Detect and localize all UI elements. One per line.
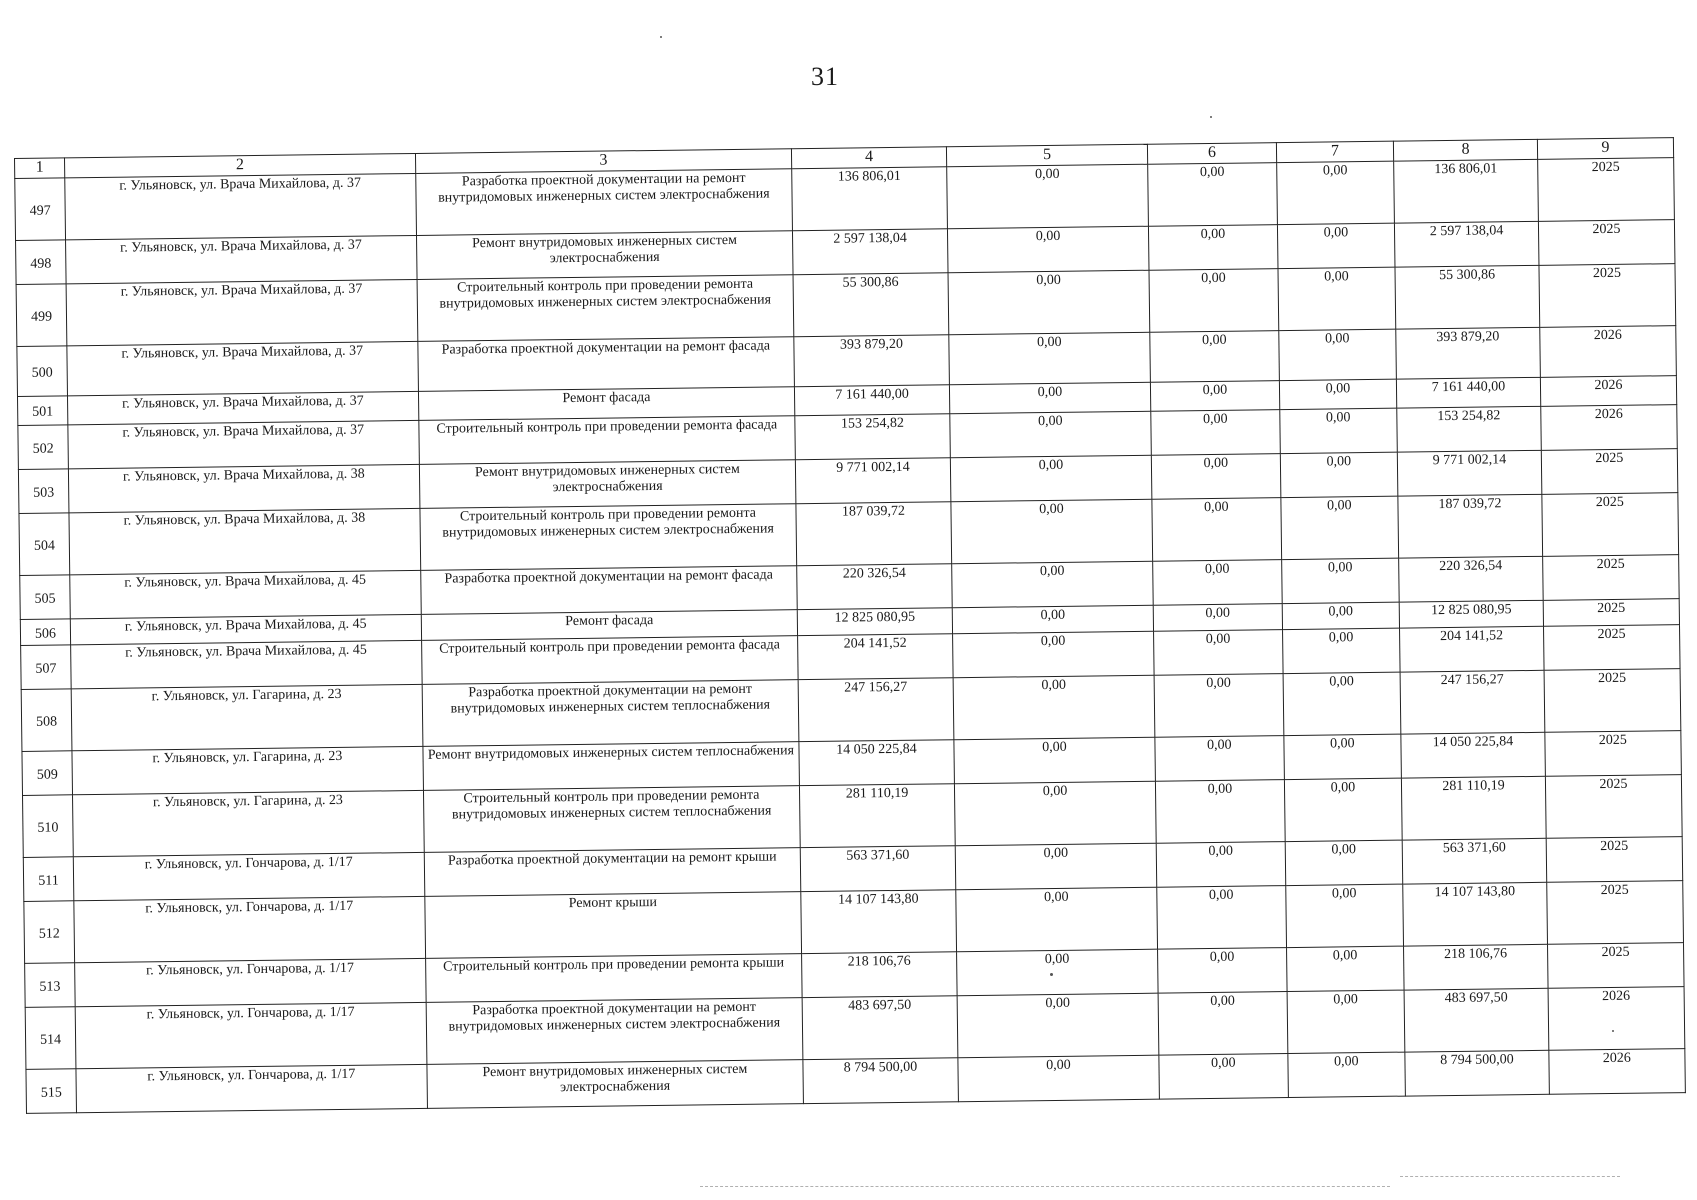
scan-speck bbox=[660, 36, 662, 38]
col6-amount-cell: 0,00 bbox=[1156, 841, 1285, 887]
col5-amount-cell: 0,00 bbox=[947, 226, 1149, 273]
col4-amount-cell: 7 161 440,00 bbox=[795, 385, 950, 416]
col8-amount-cell: 220 326,54 bbox=[1399, 556, 1543, 602]
col8-amount-cell: 14 107 143,80 bbox=[1403, 882, 1547, 946]
scan-speck bbox=[1050, 973, 1053, 976]
page-number: 31 bbox=[811, 62, 839, 91]
address-cell: г. Ульяновск, ул. Врача Михайлова, д. 37 bbox=[66, 235, 417, 283]
col6-amount-cell: 0,00 bbox=[1151, 409, 1280, 455]
col7-amount-cell: 0,00 bbox=[1279, 408, 1397, 453]
col5-amount-cell: 0,00 bbox=[950, 411, 1152, 458]
row-number-cell: 514 bbox=[25, 1007, 76, 1070]
year-cell: 2025 bbox=[1545, 730, 1682, 776]
work-type-cell: Ремонт фасада bbox=[421, 610, 798, 641]
address-cell: г. Ульяновск, ул. Гончарова, д. 1/17 bbox=[74, 896, 425, 962]
address-cell: г. Ульяновск, ул. Врача Михайлова, д. 45 bbox=[70, 614, 421, 644]
scan-speck bbox=[1210, 116, 1212, 118]
row-number-cell: 506 bbox=[20, 619, 70, 646]
address-cell: г. Ульяновск, ул. Гончарова, д. 1/17 bbox=[75, 1002, 426, 1068]
address-cell: г. Ульяновск, ул. Гагарина, д. 23 bbox=[72, 746, 423, 794]
col7-amount-cell: 0,00 bbox=[1287, 1052, 1405, 1097]
col8-amount-cell: 247 156,27 bbox=[1400, 670, 1544, 734]
col4-amount-cell: 563 371,60 bbox=[800, 846, 955, 892]
row-number-cell: 505 bbox=[20, 575, 71, 620]
year-cell: 2026 bbox=[1548, 986, 1685, 1050]
col4-amount-cell: 218 106,76 bbox=[802, 952, 957, 998]
col6-amount-cell: 0,00 bbox=[1159, 1053, 1288, 1099]
address-cell: г. Ульяновск, ул. Врача Михайлова, д. 37 bbox=[68, 391, 419, 424]
row-number-cell: 503 bbox=[18, 469, 69, 514]
work-type-cell: Строительный контроль при проведении ремонта внутридомовых инженерных систем теплоснабжения bbox=[423, 786, 800, 853]
col6-amount-cell: 0,00 bbox=[1151, 453, 1280, 499]
col8-amount-cell: 218 106,76 bbox=[1404, 944, 1548, 990]
table-body bbox=[15, 158, 1686, 1114]
row-number-cell: 501 bbox=[17, 396, 67, 426]
year-cell: 2025 bbox=[1545, 774, 1682, 838]
col6-amount-cell: 0,00 bbox=[1152, 497, 1281, 561]
row-number-cell: 508 bbox=[21, 689, 72, 752]
row-number-cell: 509 bbox=[22, 751, 73, 796]
row-number-cell: 500 bbox=[17, 346, 68, 397]
col6-amount-cell: 0,00 bbox=[1148, 163, 1277, 227]
row-number-cell: 515 bbox=[26, 1069, 77, 1114]
row-number-cell: 497 bbox=[15, 178, 66, 241]
col4-amount-cell: 55 300,86 bbox=[793, 273, 948, 337]
address-cell: г. Ульяновск, ул. Врача Михайлова, д. 38 bbox=[68, 464, 419, 512]
col5-amount-cell: 0,00 bbox=[949, 332, 1151, 385]
col4-amount-cell: 9 771 002,14 bbox=[796, 458, 951, 504]
col8-amount-cell: 14 050 225,84 bbox=[1401, 732, 1545, 778]
col5-amount-cell: 0,00 bbox=[957, 993, 1159, 1058]
col7-amount-cell: 0,00 bbox=[1281, 558, 1399, 603]
col7-amount-cell: 0,00 bbox=[1283, 672, 1401, 735]
col5-amount-cell: 0,00 bbox=[953, 675, 1155, 740]
col7-amount-cell: 0,00 bbox=[1280, 496, 1398, 559]
col7-amount-cell: 0,00 bbox=[1279, 379, 1397, 409]
col7-amount-cell: 0,00 bbox=[1277, 223, 1395, 268]
col5-amount-cell: 0,00 bbox=[946, 164, 1148, 229]
col5-amount-cell: 0,00 bbox=[952, 605, 1154, 634]
col-header-4: 4 bbox=[792, 147, 947, 169]
address-cell: г. Ульяновск, ул. Врача Михайлова, д. 38 bbox=[69, 508, 420, 574]
col6-amount-cell: 0,00 bbox=[1155, 735, 1284, 781]
col6-amount-cell: 0,00 bbox=[1153, 559, 1282, 605]
year-cell: 2026 bbox=[1540, 326, 1677, 378]
col8-amount-cell: 187 039,72 bbox=[1398, 494, 1542, 558]
col7-amount-cell: 0,00 bbox=[1278, 267, 1396, 330]
col-header-7: 7 bbox=[1276, 141, 1394, 162]
scan-edge-line bbox=[1400, 1176, 1620, 1177]
work-type-cell: Ремонт внутридомовых инженерных систем электроснабжения bbox=[419, 460, 796, 509]
work-type-cell: Разработка проектной документации на ремонт фасада bbox=[420, 566, 797, 615]
col7-amount-cell: 0,00 bbox=[1283, 734, 1401, 779]
col4-amount-cell: 483 697,50 bbox=[802, 996, 957, 1060]
col7-amount-cell: 0,00 bbox=[1287, 990, 1405, 1053]
col7-amount-cell: 0,00 bbox=[1286, 946, 1404, 991]
col8-amount-cell: 483 697,50 bbox=[1404, 988, 1548, 1052]
col4-amount-cell: 220 326,54 bbox=[797, 564, 952, 610]
address-cell: г. Ульяновск, ул. Гончарова, д. 1/17 bbox=[76, 1064, 427, 1112]
col-header-2: 2 bbox=[65, 153, 416, 177]
col5-amount-cell: 0,00 bbox=[949, 382, 1151, 414]
col5-amount-cell: 0,00 bbox=[948, 270, 1150, 335]
work-type-cell: Строительный контроль при проведении ремонта фасада bbox=[421, 636, 798, 685]
col4-amount-cell: 136 806,01 bbox=[792, 167, 947, 231]
col4-amount-cell: 14 050 225,84 bbox=[799, 740, 954, 786]
address-cell: г. Ульяновск, ул. Гончарова, д. 1/17 bbox=[73, 852, 424, 900]
col6-amount-cell: 0,00 bbox=[1153, 603, 1282, 631]
row-number-cell: 512 bbox=[24, 901, 75, 964]
work-type-cell: Ремонт внутридомовых инженерных систем электроснабжения bbox=[426, 1060, 803, 1109]
work-type-cell: Разработка проектной документации на ремонт внутридомовых инженерных систем теплоснабжения bbox=[422, 680, 799, 747]
work-type-cell: Разработка проектной документации на ремонт крыши bbox=[424, 848, 801, 897]
col8-amount-cell: 153 254,82 bbox=[1397, 406, 1541, 452]
work-type-cell: Ремонт крыши bbox=[424, 892, 801, 959]
address-cell: г. Ульяновск, ул. Врача Михайлова, д. 37 bbox=[65, 173, 416, 239]
col7-amount-cell: 0,00 bbox=[1282, 602, 1400, 629]
col5-amount-cell: 0,00 bbox=[956, 887, 1158, 952]
work-type-cell: Разработка проектной документации на ремонт внутридомовых инженерных систем электроснабжения bbox=[415, 169, 792, 236]
works-table-container bbox=[14, 137, 1686, 1114]
col7-amount-cell: 0,00 bbox=[1276, 161, 1394, 224]
col-header-1: 1 bbox=[15, 158, 65, 179]
work-type-cell: Строительный контроль при проведении ремонта внутридомовых инженерных систем электроснабжения bbox=[420, 504, 797, 571]
scan-speck bbox=[1612, 1030, 1614, 1032]
row-number-cell: 511 bbox=[23, 857, 74, 902]
year-cell: 2025 bbox=[1541, 448, 1678, 494]
col-header-6: 6 bbox=[1148, 143, 1277, 164]
col8-amount-cell: 393 879,20 bbox=[1396, 327, 1540, 379]
col5-amount-cell: 0,00 bbox=[955, 843, 1157, 890]
col8-amount-cell: 204 141,52 bbox=[1400, 626, 1544, 672]
address-cell: г. Ульяновск, ул. Врача Михайлова, д. 37 bbox=[66, 279, 417, 345]
col6-amount-cell: 0,00 bbox=[1150, 331, 1279, 383]
col-header-8: 8 bbox=[1394, 139, 1538, 161]
col6-amount-cell: 0,00 bbox=[1154, 629, 1283, 675]
year-cell: 2025 bbox=[1542, 554, 1679, 600]
col7-amount-cell: 0,00 bbox=[1278, 329, 1396, 380]
work-type-cell: Разработка проектной документации на ремонт внутридомовых инженерных систем электроснабжения bbox=[426, 998, 803, 1065]
col4-amount-cell: 247 156,27 bbox=[798, 678, 953, 742]
year-cell: 2026 bbox=[1540, 376, 1676, 407]
col7-amount-cell: 0,00 bbox=[1284, 778, 1402, 841]
col4-amount-cell: 187 039,72 bbox=[796, 502, 951, 566]
col7-amount-cell: 0,00 bbox=[1285, 840, 1403, 885]
col4-amount-cell: 8 794 500,00 bbox=[803, 1058, 958, 1104]
work-type-cell: Строительный контроль при проведении ремонта фасада bbox=[418, 416, 795, 465]
col6-amount-cell: 0,00 bbox=[1151, 380, 1280, 411]
address-cell: г. Ульяновск, ул. Врача Михайлова, д. 37 bbox=[67, 341, 418, 395]
row-number-cell: 499 bbox=[16, 284, 67, 347]
col8-amount-cell: 136 806,01 bbox=[1394, 159, 1538, 223]
col-header-3: 3 bbox=[415, 149, 792, 174]
col7-amount-cell: 0,00 bbox=[1282, 628, 1400, 673]
col4-amount-cell: 204 141,52 bbox=[798, 634, 953, 680]
year-cell: 2025 bbox=[1544, 668, 1681, 732]
address-cell: г. Ульяновск, ул. Врача Михайлова, д. 45 bbox=[70, 570, 421, 618]
year-cell: 2025 bbox=[1542, 492, 1679, 556]
year-cell: 2025 bbox=[1547, 942, 1684, 988]
work-type-cell: Ремонт внутридомовых инженерных систем теплоснабжения bbox=[423, 742, 800, 791]
col6-amount-cell: 0,00 bbox=[1154, 673, 1283, 737]
col6-amount-cell: 0,00 bbox=[1149, 225, 1278, 271]
col4-amount-cell: 2 597 138,04 bbox=[793, 229, 948, 275]
col8-amount-cell: 563 371,60 bbox=[1402, 838, 1546, 884]
year-cell: 2025 bbox=[1543, 598, 1679, 626]
works-table bbox=[14, 137, 1686, 1114]
row-number-cell: 504 bbox=[19, 513, 70, 576]
address-cell: г. Ульяновск, ул. Врача Михайлова, д. 37 bbox=[68, 420, 419, 468]
col6-amount-cell: 0,00 bbox=[1156, 779, 1285, 843]
col8-amount-cell: 8 794 500,00 bbox=[1405, 1050, 1549, 1096]
year-cell: 2026 bbox=[1549, 1048, 1686, 1094]
year-cell: 2025 bbox=[1547, 880, 1684, 944]
work-type-cell: Ремонт фасада bbox=[418, 387, 795, 421]
col6-amount-cell: 0,00 bbox=[1158, 947, 1287, 993]
col6-amount-cell: 0,00 bbox=[1149, 269, 1278, 333]
col5-amount-cell: 0,00 bbox=[952, 631, 1154, 678]
address-cell: г. Ульяновск, ул. Гагарина, д. 23 bbox=[71, 684, 422, 750]
scan-edge-line bbox=[700, 1186, 1390, 1187]
address-cell: г. Ульяновск, ул. Гагарина, д. 23 bbox=[73, 790, 424, 856]
col8-amount-cell: 9 771 002,14 bbox=[1397, 450, 1541, 496]
col4-amount-cell: 281 110,19 bbox=[800, 784, 955, 848]
col8-amount-cell: 7 161 440,00 bbox=[1397, 377, 1541, 408]
row-number-cell: 498 bbox=[16, 240, 67, 285]
col8-amount-cell: 281 110,19 bbox=[1402, 776, 1546, 840]
col4-amount-cell: 12 825 080,95 bbox=[797, 608, 952, 636]
col5-amount-cell: 0,00 bbox=[951, 561, 1153, 608]
row-number-cell: 502 bbox=[18, 425, 69, 470]
col5-amount-cell: 0,00 bbox=[954, 781, 1156, 846]
work-type-cell: Ремонт внутридомовых инженерных систем электроснабжения bbox=[416, 231, 793, 280]
year-cell: 2025 bbox=[1543, 624, 1680, 670]
row-number-cell: 510 bbox=[23, 795, 74, 858]
year-cell: 2025 bbox=[1537, 158, 1674, 222]
col7-amount-cell: 0,00 bbox=[1285, 884, 1403, 947]
row-number-cell: 507 bbox=[21, 645, 72, 690]
col5-amount-cell: 0,00 bbox=[958, 1055, 1160, 1102]
col7-amount-cell: 0,00 bbox=[1280, 452, 1398, 497]
work-type-cell: Строительный контроль при проведении ремонта внутридомовых инженерных систем электроснабжения bbox=[417, 275, 794, 342]
col8-amount-cell: 55 300,86 bbox=[1395, 265, 1539, 329]
year-cell: 2025 bbox=[1538, 220, 1675, 266]
work-type-cell: Строительный контроль при проведении ремонта крыши bbox=[425, 954, 802, 1003]
col5-amount-cell: 0,00 bbox=[956, 949, 1158, 996]
year-cell: 2026 bbox=[1541, 405, 1678, 451]
col5-amount-cell: 0,00 bbox=[951, 499, 1153, 564]
col4-amount-cell: 393 879,20 bbox=[794, 335, 949, 387]
year-cell: 2025 bbox=[1539, 264, 1676, 328]
col4-amount-cell: 153 254,82 bbox=[795, 414, 950, 460]
work-type-cell: Разработка проектной документации на ремонт фасада bbox=[417, 337, 794, 392]
col-header-5: 5 bbox=[946, 144, 1148, 166]
col4-amount-cell: 14 107 143,80 bbox=[801, 890, 956, 954]
address-cell: г. Ульяновск, ул. Врача Михайлова, д. 45 bbox=[71, 640, 422, 688]
address-cell: г. Ульяновск, ул. Гончарова, д. 1/17 bbox=[75, 958, 426, 1006]
row-number-cell: 513 bbox=[25, 963, 76, 1008]
col8-amount-cell: 2 597 138,04 bbox=[1395, 221, 1539, 267]
col-header-9: 9 bbox=[1537, 138, 1673, 160]
col5-amount-cell: 0,00 bbox=[950, 455, 1152, 502]
year-cell: 2025 bbox=[1546, 836, 1683, 882]
col6-amount-cell: 0,00 bbox=[1158, 991, 1287, 1055]
col8-amount-cell: 12 825 080,95 bbox=[1399, 600, 1543, 628]
col5-amount-cell: 0,00 bbox=[954, 737, 1156, 784]
col6-amount-cell: 0,00 bbox=[1157, 885, 1286, 949]
